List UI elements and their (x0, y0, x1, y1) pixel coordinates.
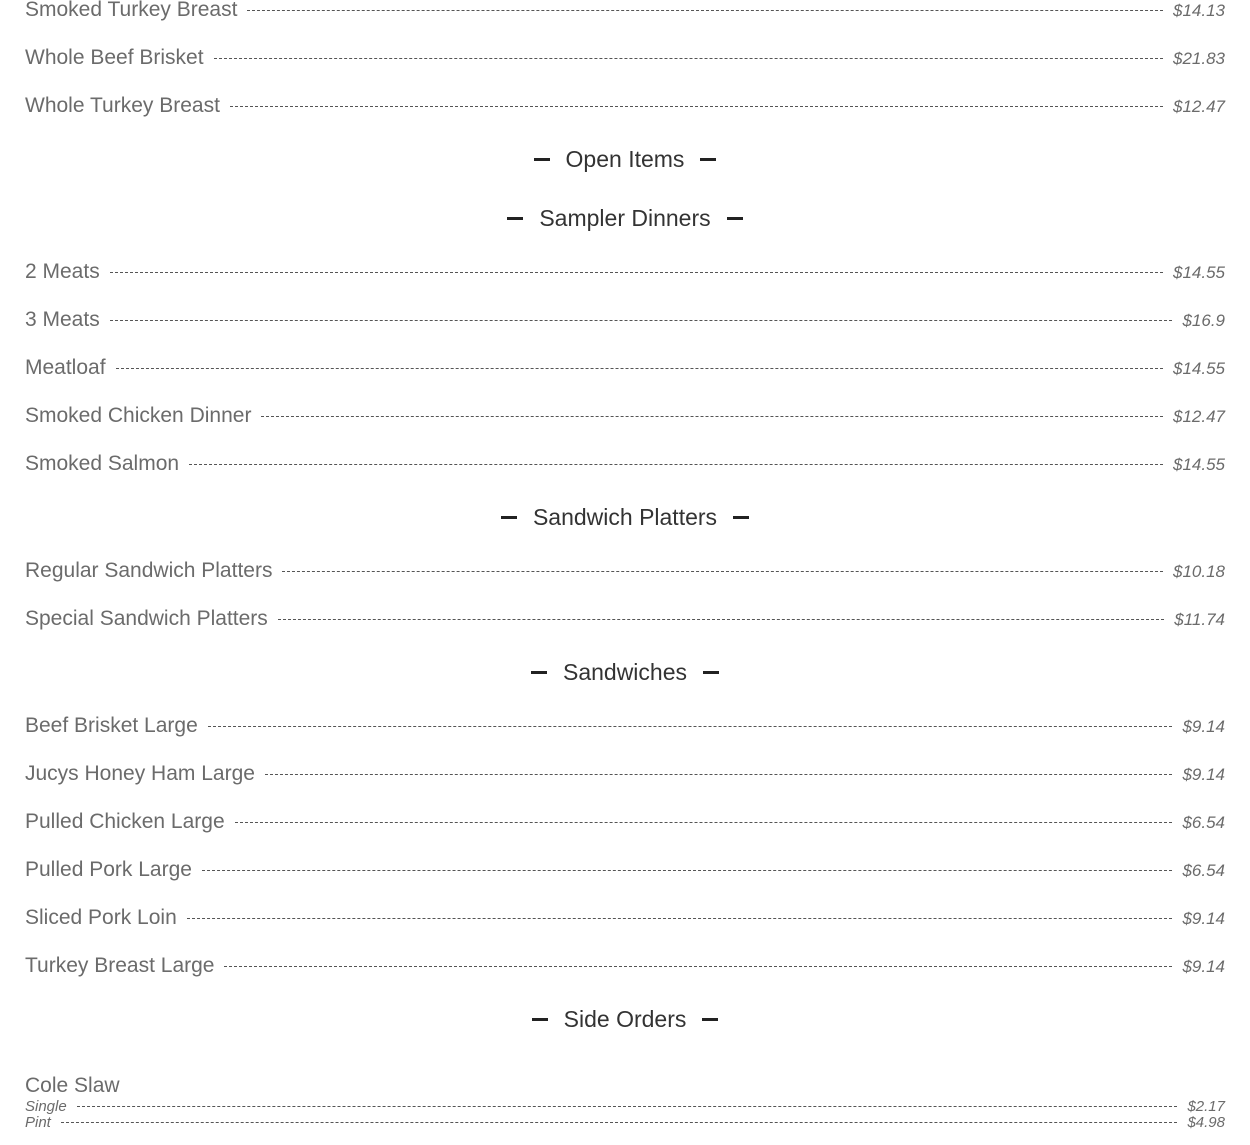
menu-item[interactable] (0, 344, 1250, 392)
section-title: Sandwiches (562, 659, 688, 685)
item-name: Smoked Turkey Breast (25, 0, 238, 21)
menu-item[interactable] (0, 296, 1250, 344)
leader-dots (110, 272, 1163, 273)
menu-item[interactable] (0, 595, 1250, 643)
item-price: $14.13 (1173, 1, 1225, 20)
section-title: Sandwich Platters (532, 504, 718, 530)
menu-item[interactable] (0, 440, 1250, 488)
item-price: $6.54 (1182, 861, 1225, 880)
menu-item[interactable] (0, 34, 1250, 82)
menu-item[interactable] (0, 248, 1250, 296)
section-header-open-items (0, 130, 1250, 189)
menu-item-size-option[interactable] (0, 1099, 1250, 1115)
item-price: $14.55 (1173, 455, 1225, 474)
leader-dots (187, 918, 1173, 919)
item-name: Smoked Salmon (25, 452, 180, 475)
leader-dots (61, 1122, 1178, 1123)
menu-item[interactable] (0, 392, 1250, 440)
item-price: $14.55 (1173, 359, 1225, 378)
menu-item[interactable] (0, 846, 1250, 894)
section-title: Sampler Dinners (539, 205, 711, 231)
item-price: $9.14 (1182, 909, 1225, 928)
item-name: Smoked Chicken Dinner (25, 404, 252, 427)
leader-dots (208, 726, 1173, 727)
item-name: 3 Meats (25, 308, 100, 331)
leader-dots (116, 368, 1163, 369)
leader-dots (110, 320, 1173, 321)
dash-icon (700, 158, 716, 161)
menu-item[interactable] (0, 547, 1250, 595)
size-price: $4.98 (1187, 1114, 1225, 1131)
item-name: Special Sandwich Platters (25, 607, 268, 630)
menu-item[interactable] (0, 798, 1250, 846)
item-name: Regular Sandwich Platters (25, 559, 273, 582)
dash-icon (727, 217, 743, 220)
item-name: Pulled Pork Large (25, 858, 192, 881)
item-price: $6.54 (1182, 813, 1225, 832)
dash-icon (733, 516, 749, 519)
item-name: Whole Beef Brisket (25, 46, 204, 69)
item-name: Jucys Honey Ham Large (25, 762, 255, 785)
item-price: $21.83 (1173, 49, 1225, 68)
menu-item-group-title: Cole Slaw (25, 1074, 120, 1097)
section-header-sandwich-platters (0, 488, 1250, 547)
leader-dots (278, 619, 1164, 620)
size-name: Pint (25, 1114, 51, 1131)
leader-dots (77, 1106, 1178, 1107)
item-name: Turkey Breast Large (25, 954, 215, 977)
leader-dots (282, 571, 1163, 572)
section-header-side-orders (0, 990, 1250, 1049)
item-price: $16.9 (1182, 311, 1225, 330)
item-price: $9.14 (1182, 957, 1225, 976)
section-title: Open Items (565, 146, 685, 172)
dash-icon (501, 516, 517, 519)
section-header-sampler-dinners (0, 189, 1250, 248)
item-price: $9.14 (1182, 717, 1225, 736)
item-price: $14.55 (1173, 263, 1225, 282)
item-name: Pulled Chicken Large (25, 810, 225, 833)
leader-dots (202, 870, 1173, 871)
menu-item[interactable] (0, 0, 1250, 34)
dash-icon (531, 671, 547, 674)
leader-dots (214, 58, 1163, 59)
item-price: $11.74 (1174, 610, 1225, 629)
leader-dots (230, 106, 1163, 107)
leader-dots (224, 966, 1172, 967)
item-price: $12.47 (1173, 97, 1225, 116)
menu-item[interactable] (0, 82, 1250, 130)
menu-item-size-option[interactable] (0, 1115, 1250, 1131)
menu-item[interactable] (0, 702, 1250, 750)
leader-dots (189, 464, 1163, 465)
dash-icon (534, 158, 550, 161)
item-price: $10.18 (1173, 562, 1225, 581)
menu-item[interactable] (0, 942, 1250, 990)
dash-icon (703, 671, 719, 674)
size-name: Single (25, 1098, 67, 1115)
dash-icon (507, 217, 523, 220)
section-header-sandwiches (0, 643, 1250, 702)
leader-dots (247, 10, 1163, 11)
menu-item[interactable] (0, 894, 1250, 942)
leader-dots (265, 774, 1173, 775)
size-price: $2.17 (1187, 1098, 1225, 1115)
item-price: $12.47 (1173, 407, 1225, 426)
item-name: Beef Brisket Large (25, 714, 198, 737)
item-name: Meatloaf (25, 356, 106, 379)
dash-icon (532, 1018, 548, 1021)
item-name: Whole Turkey Breast (25, 94, 220, 117)
section-title: Side Orders (563, 1006, 687, 1032)
item-name: 2 Meats (25, 260, 100, 283)
item-name: Sliced Pork Loin (25, 906, 177, 929)
dash-icon (702, 1018, 718, 1021)
leader-dots (235, 822, 1173, 823)
item-price: $9.14 (1182, 765, 1225, 784)
leader-dots (261, 416, 1163, 417)
menu-item[interactable] (0, 750, 1250, 798)
